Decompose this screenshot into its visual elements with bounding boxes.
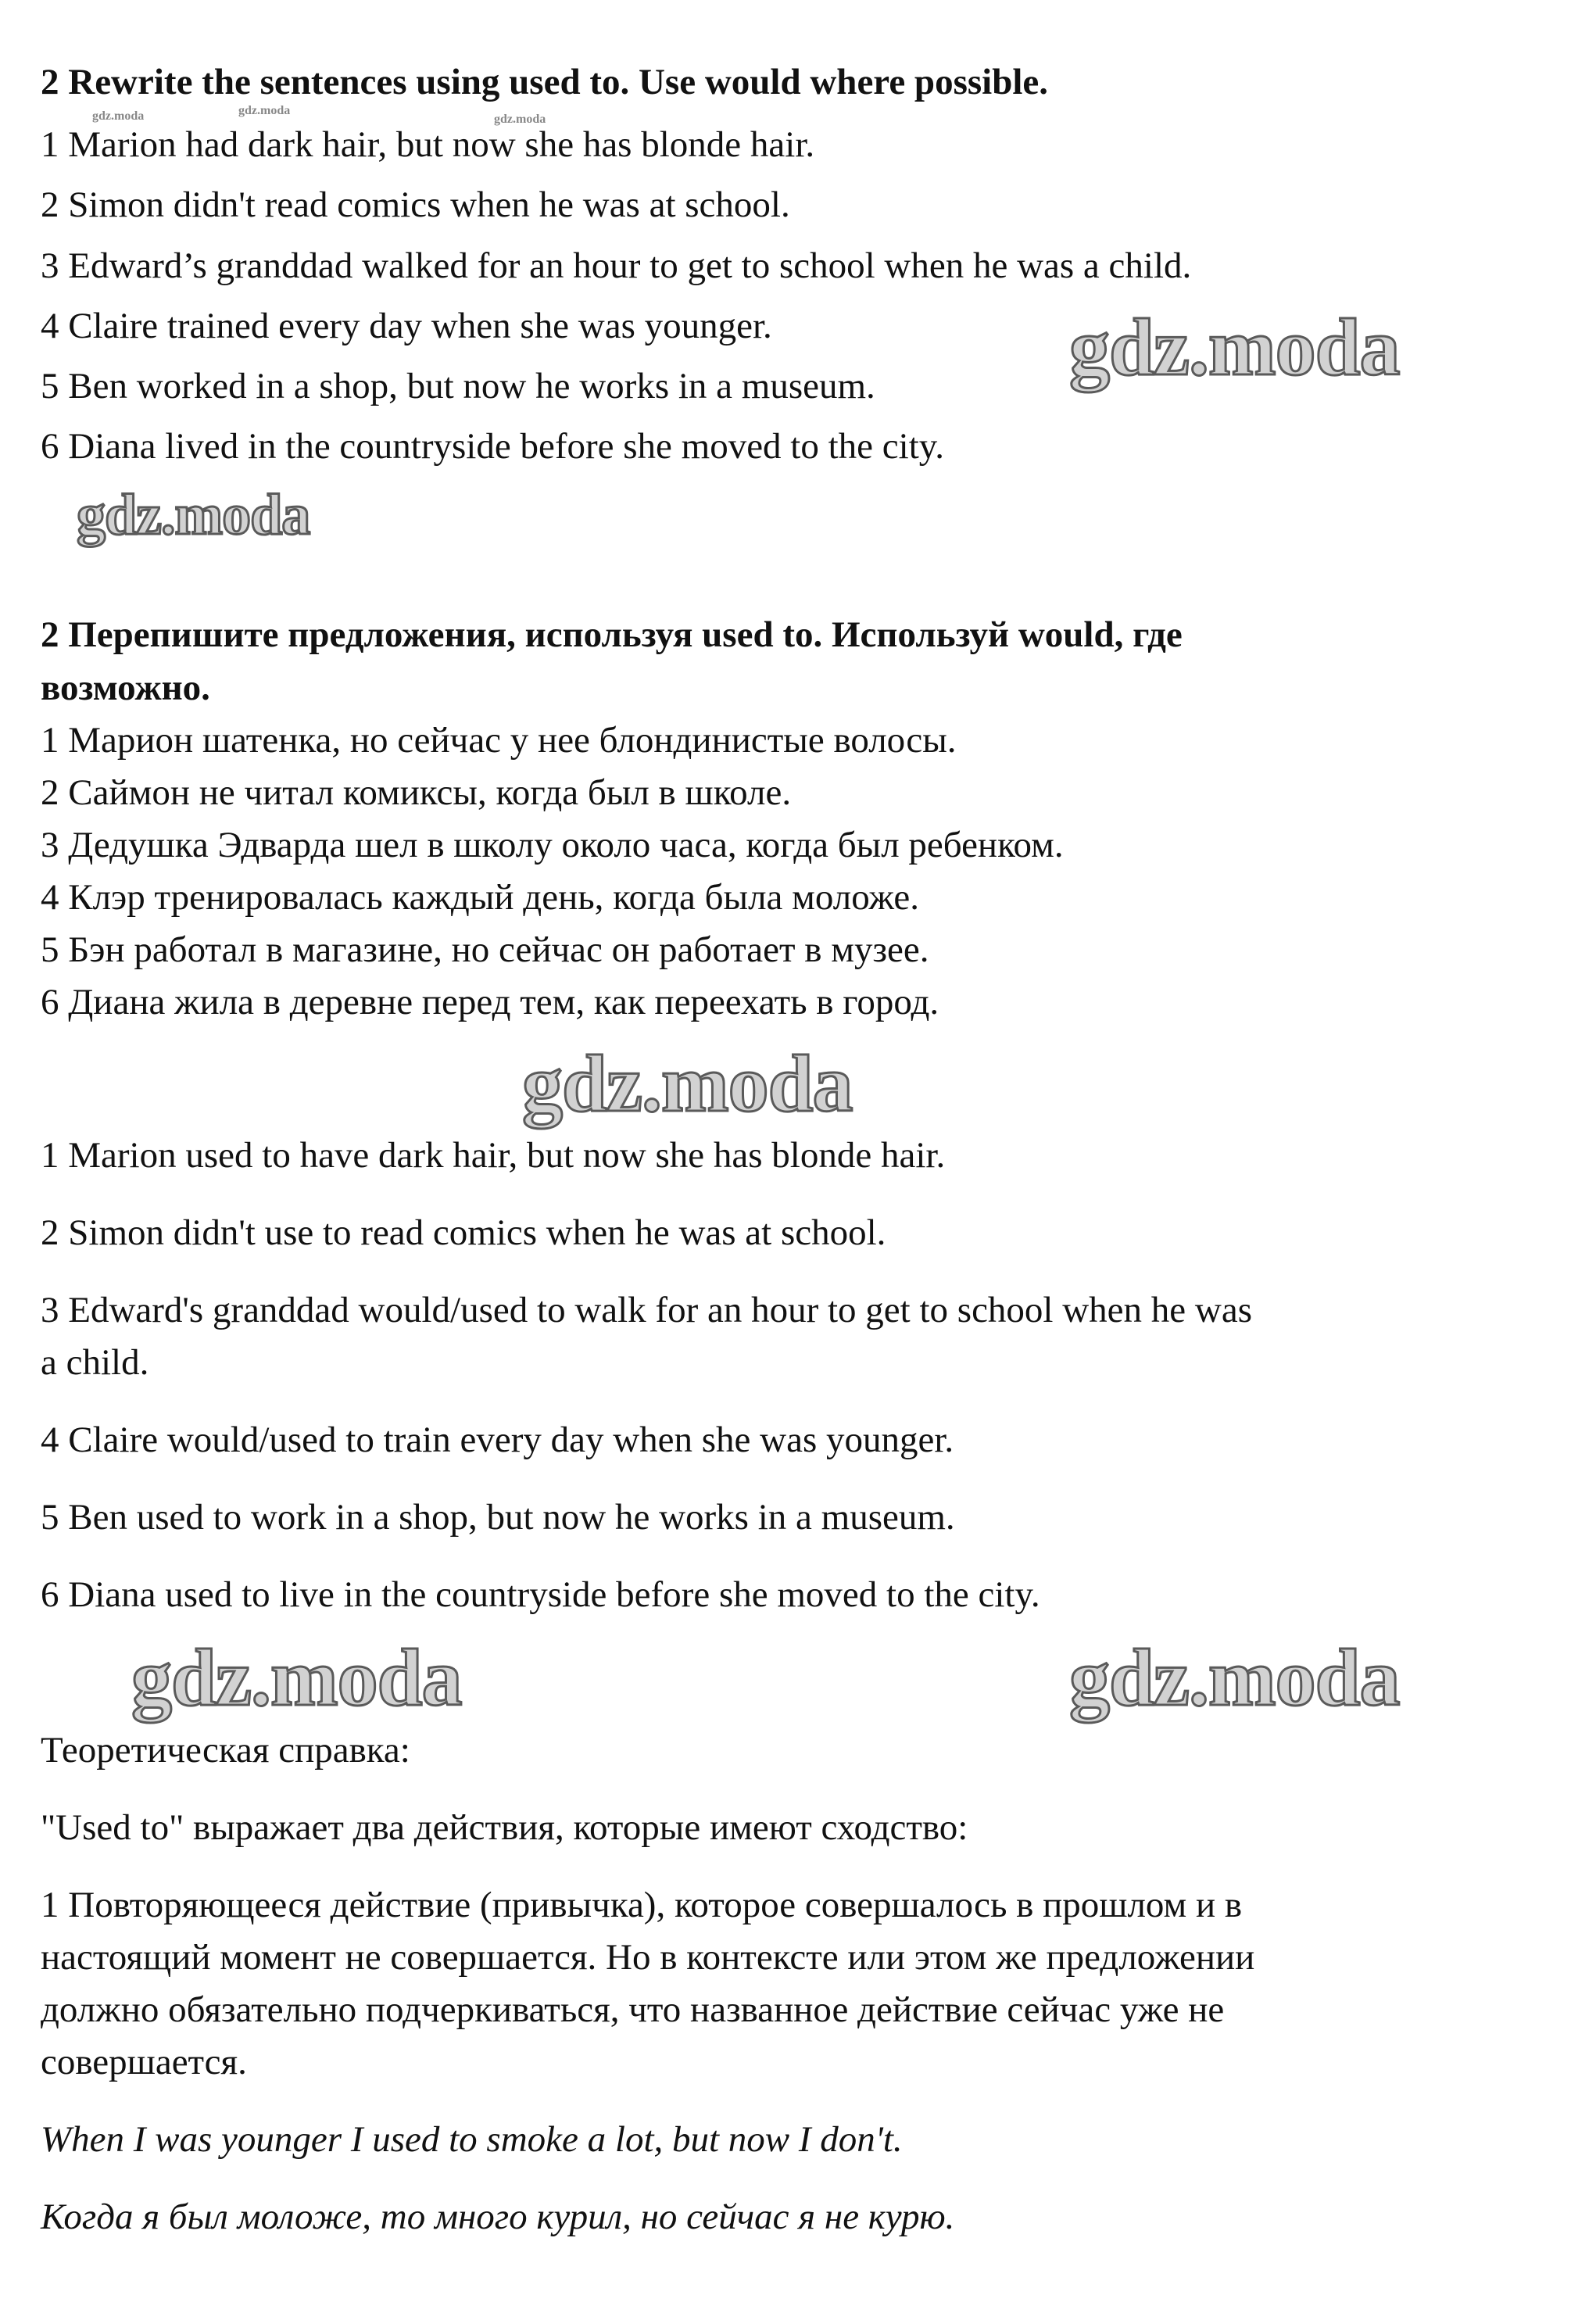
task-heading-ru-cont: возможно.: [41, 668, 210, 708]
sentence-en-4: 4 Claire trained every day when she was younger.: [41, 306, 772, 346]
watermark-logo-3: gdz.moda: [522, 1039, 853, 1129]
theory-title: Теоретическая справка:: [41, 1730, 410, 1771]
watermark-small-1: gdz.moda: [92, 109, 145, 123]
answer-1: 1 Marion used to have dark hair, but now she has blonde hair.: [41, 1135, 946, 1176]
sentence-ru-6: 6 Диана жила в деревне перед тем, как переехать в город.: [41, 982, 939, 1022]
sentence-ru-2: 2 Саймон не читал комиксы, когда был в школе.: [41, 772, 792, 813]
watermark-logo-2: gdz.moda: [77, 483, 310, 547]
example-ru: Когда я был моложе, то много курил, но сейчас я не курю.: [41, 2197, 955, 2237]
answer-5: 5 Ben used to work in a shop, but now he works in a museum.: [41, 1497, 955, 1538]
watermark-logo-4: gdz.moda: [131, 1633, 462, 1723]
sentence-ru-4: 4 Клэр тренировалась каждый день, когда была моложе.: [41, 877, 920, 918]
sentence-ru-3: 3 Дедушка Эдварда шел в школу около часа, когда был ребенком.: [41, 825, 1064, 865]
theory-intro: "Used to" выражает два действия, которые имеют сходство:: [41, 1807, 968, 1848]
sentence-ru-1: 1 Марион шатенка, но сейчас у нее блондинистые волосы.: [41, 720, 957, 761]
sentence-en-6: 6 Diana lived in the countryside before she moved to the city.: [41, 426, 944, 467]
theory-point-1-line-3: должно обязательно подчеркиваться, что названное действие сейчас уже не: [41, 1989, 1225, 2030]
sentence-ru-5: 5 Бэн работал в магазине, но сейчас он работает в музее.: [41, 929, 929, 970]
theory-point-1-line-2: настоящий момент не совершается. Но в контексте или этом же предложении: [41, 1937, 1255, 1978]
watermark-logo-5: gdz.moda: [1069, 1633, 1400, 1723]
answer-3-cont: a child.: [41, 1342, 149, 1383]
answer-3: 3 Edward's granddad would/used to walk for an hour to get to school when he was: [41, 1290, 1252, 1330]
theory-point-1-line-4: совершается.: [41, 2042, 247, 2082]
watermark-small-2: gdz.moda: [238, 104, 291, 117]
sentence-en-2: 2 Simon didn't read comics when he was at school.: [41, 184, 790, 225]
task-heading-en: 2 Rewrite the sentences using used to. Use would where possible.: [41, 62, 1049, 102]
answer-6: 6 Diana used to live in the countryside before she moved to the city.: [41, 1574, 1040, 1615]
theory-point-1-line-1: 1 Повторяющееся действие (привычка), которое совершалось в прошлом и в: [41, 1885, 1243, 1925]
sentence-en-1: 1 Marion had dark hair, but now she has blonde hair.: [41, 124, 815, 165]
watermark-small-3: gdz.moda: [494, 113, 546, 126]
watermark-logo-1: gdz.moda: [1069, 303, 1400, 392]
sentence-en-5: 5 Ben worked in a shop, but now he works in a museum.: [41, 366, 875, 406]
example-en: When I was younger I used to smoke a lot, but now I don't.: [41, 2119, 903, 2160]
task-heading-ru: 2 Перепишите предложения, используя used to. Используй would, где: [41, 614, 1183, 655]
answer-4: 4 Claire would/used to train every day when she was younger.: [41, 1420, 954, 1460]
answer-2: 2 Simon didn't use to read comics when he was at school.: [41, 1212, 886, 1253]
sentence-en-3: 3 Edward’s granddad walked for an hour to get to school when he was a child.: [41, 245, 1192, 286]
